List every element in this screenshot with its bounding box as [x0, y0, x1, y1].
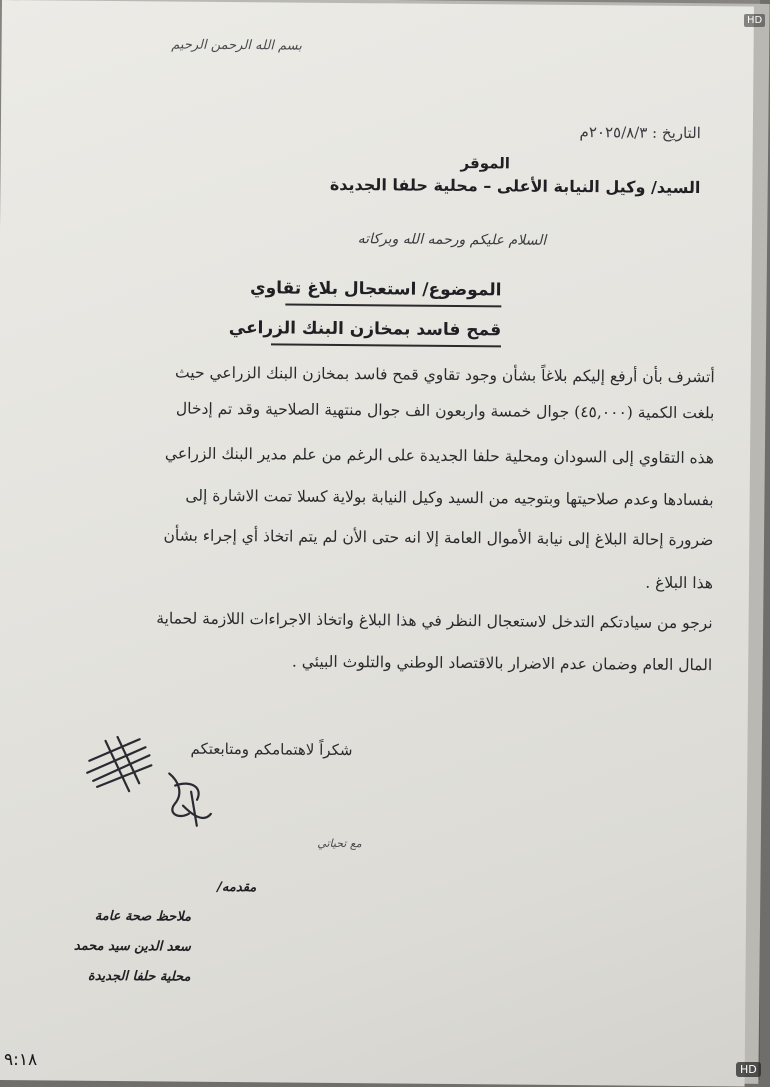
subject-heading: الموضوع/ استعجال بلاغ تقاوي: [249, 278, 502, 301]
addressee: السيد/ وكيل النيابة الأعلى – محلية حلفا الجديدة: [329, 174, 701, 198]
body-line: بلغت الكمية (٤٥,٠٠٠) جوال خمسة واربعون الف جوال منتهية الصلاحية وقد تم إدخال: [175, 399, 715, 423]
body-line: هذه التقاوي إلى السودان ومحلية حلفا الجديدة على الرغم من علم مدير البنك الزراعي: [164, 444, 715, 468]
body-line: المال العام وضمان عدم الاضرار بالاقتصاد الوطني والتلوث البيئي .: [291, 652, 713, 675]
closing-thanks: شكراً لاهتمامكم ومتابعتكم: [190, 739, 353, 760]
body-line: أتشرف بأن أرفع إليكم بلاغاً بشأن وجود تقاوي قمح فاسد بمخازن البنك الزراعي حيث: [175, 363, 715, 387]
hd-badge-top: HD: [744, 14, 765, 27]
body-line: هذا البلاغ .: [645, 573, 714, 593]
signatory-org: محلية حلفا الجديدة: [87, 968, 191, 985]
body-line: نرجو من سيادتكم التدخل لاستعجال النظر في هذا البلاغ واتخاذ الاجراءات اللازمة لحماية: [156, 609, 713, 633]
subject-line2-underline: [271, 343, 501, 347]
basmala: بسم الله الرحمن الرحيم: [171, 37, 303, 54]
status-clock: ٩:١٨: [0, 1048, 43, 1074]
honorific: الموقر: [460, 154, 511, 173]
subject-underline: [285, 303, 501, 307]
subject-heading-line2: قمح فاسد بمخازن البنك الزراعي: [228, 317, 502, 341]
signatory-title: ملاحظ صحة عامة: [94, 908, 192, 925]
handwritten-signature: [79, 721, 220, 842]
letter-date: التاريخ : ٢٠٢٥/٨/٣م: [579, 123, 701, 143]
regards: مع تحياتي: [317, 836, 362, 851]
signatory-name: سعد الدين سيد محمد: [73, 938, 191, 955]
greeting: السلام عليكم ورحمه الله وبركاته: [357, 231, 547, 249]
hd-badge: HD: [736, 1062, 761, 1077]
body-line: ضرورة إحالة البلاغ إلى نيابة الأموال العامة إلا انه حتى الأن لم يتم اتخاذ أي إجراء بشأن: [163, 526, 714, 550]
body-line: بفسادها وعدم صلاحيتها وبتوجيه من السيد وكيل النيابة بولاية كسلا تمت الاشارة إلى: [185, 486, 714, 510]
presented-by-label: مقدمه/: [217, 879, 257, 896]
